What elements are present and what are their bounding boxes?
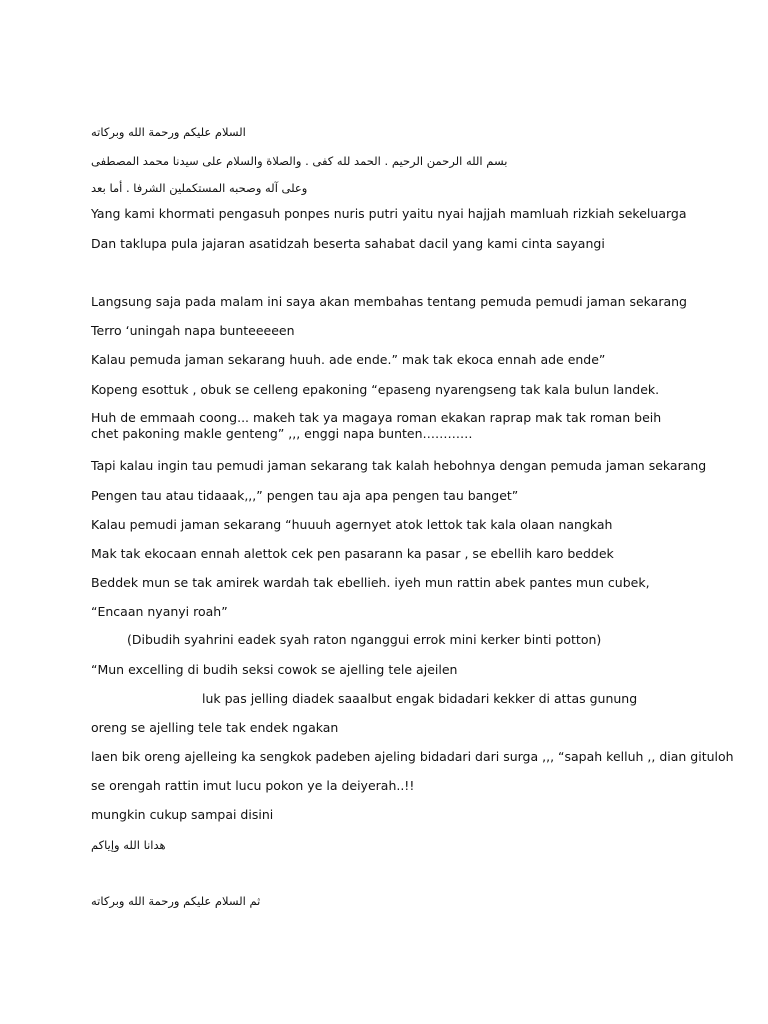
arabic-opening: وعلى آله وصحبه المستكملين الشرفا . أما بعد — [91, 181, 308, 195]
indented-line: luk pas jelling diadek saaalbut engak bidadari kekker di attas gunung — [202, 691, 638, 706]
paragraph-line: oreng se ajelling tele tak endek ngakan — [91, 720, 339, 735]
paragraph-line: mungkin cukup sampai disini — [91, 807, 274, 822]
paragraph-line: se orengah rattin imut lucu pokon ye la deiyerah..!! — [91, 778, 415, 793]
paragraph-line: Terro ‘uningah napa bunteeeeen — [91, 323, 295, 338]
arabic-closing: هدانا الله وإياكم — [91, 838, 166, 852]
paragraph-line: “Encaan nyanyi roah” — [91, 604, 228, 619]
paragraph-line: Dan taklupa pula jajaran asatidzah beserta sahabat dacil yang kami cinta sayangi — [91, 236, 605, 251]
paragraph-line: Langsung saja pada malam ini saya akan membahas tentang pemuda pemudi jaman sekarang — [91, 294, 687, 309]
paragraph-line: Mak tak ekocaan ennah alettok cek pen pasarann ka pasar , se ebellih karo beddek — [91, 546, 614, 561]
indented-line: (Dibudih syahrini eadek syah raton nganggui errok mini kerker binti potton) — [127, 632, 602, 647]
paragraph-multiline: Huh de emmaah coong... makeh tak ya magaya roman ekakan raprap mak tak roman beih chet pakoning makle genteng” ,,, enggi napa bunten………… — [91, 410, 662, 441]
paragraph-line: Kalau pemuda jaman sekarang huuh. ade ende.” mak tak ekoca ennah ade ende” — [91, 352, 606, 367]
paragraph-line: Kopeng esottuk , obuk se celleng epakoning “epaseng nyarengseng tak kala bulun landek. — [91, 382, 660, 397]
arabic-basmalah: بسم الله الرحمن الرحيم . الحمد لله كفى . والصلاة والسلام على سيدنا محمد المصطفى — [91, 154, 508, 168]
paragraph-line: Kalau pemudi jaman sekarang “huuuh agernyet atok lettok tak kala olaan nangkah — [91, 517, 613, 532]
paragraph-line: Tapi kalau ingin tau pemudi jaman sekarang tak kalah hebohnya dengan pemuda jaman sekarang — [91, 458, 707, 473]
paragraph-line: laen bik oreng ajelleing ka sengkok padeben ajeling bidadari dari surga ,,, “sapah kelluh ,, dian gituloh — [91, 749, 734, 764]
paragraph-line: “Mun excelling di budih seksi cowok se ajelling tele ajeilen — [91, 662, 458, 677]
paragraph-line: Yang kami khormati pengasuh ponpes nuris putri yaitu nyai hajjah mamluah rizkiah sekeluarga — [91, 206, 687, 221]
arabic-greeting: السلام عليكم ورحمة الله وبركاته — [91, 125, 246, 139]
paragraph-line: Beddek mun se tak amirek wardah tak ebellieh. iyeh mun rattin abek pantes mun cubek, — [91, 575, 650, 590]
paragraph-line: Pengen tau atau tidaaak,,,” pengen tau aja apa pengen tau banget” — [91, 488, 519, 503]
arabic-final-greeting: ثم السلام عليكم ورحمة الله وبركاته — [91, 894, 261, 908]
